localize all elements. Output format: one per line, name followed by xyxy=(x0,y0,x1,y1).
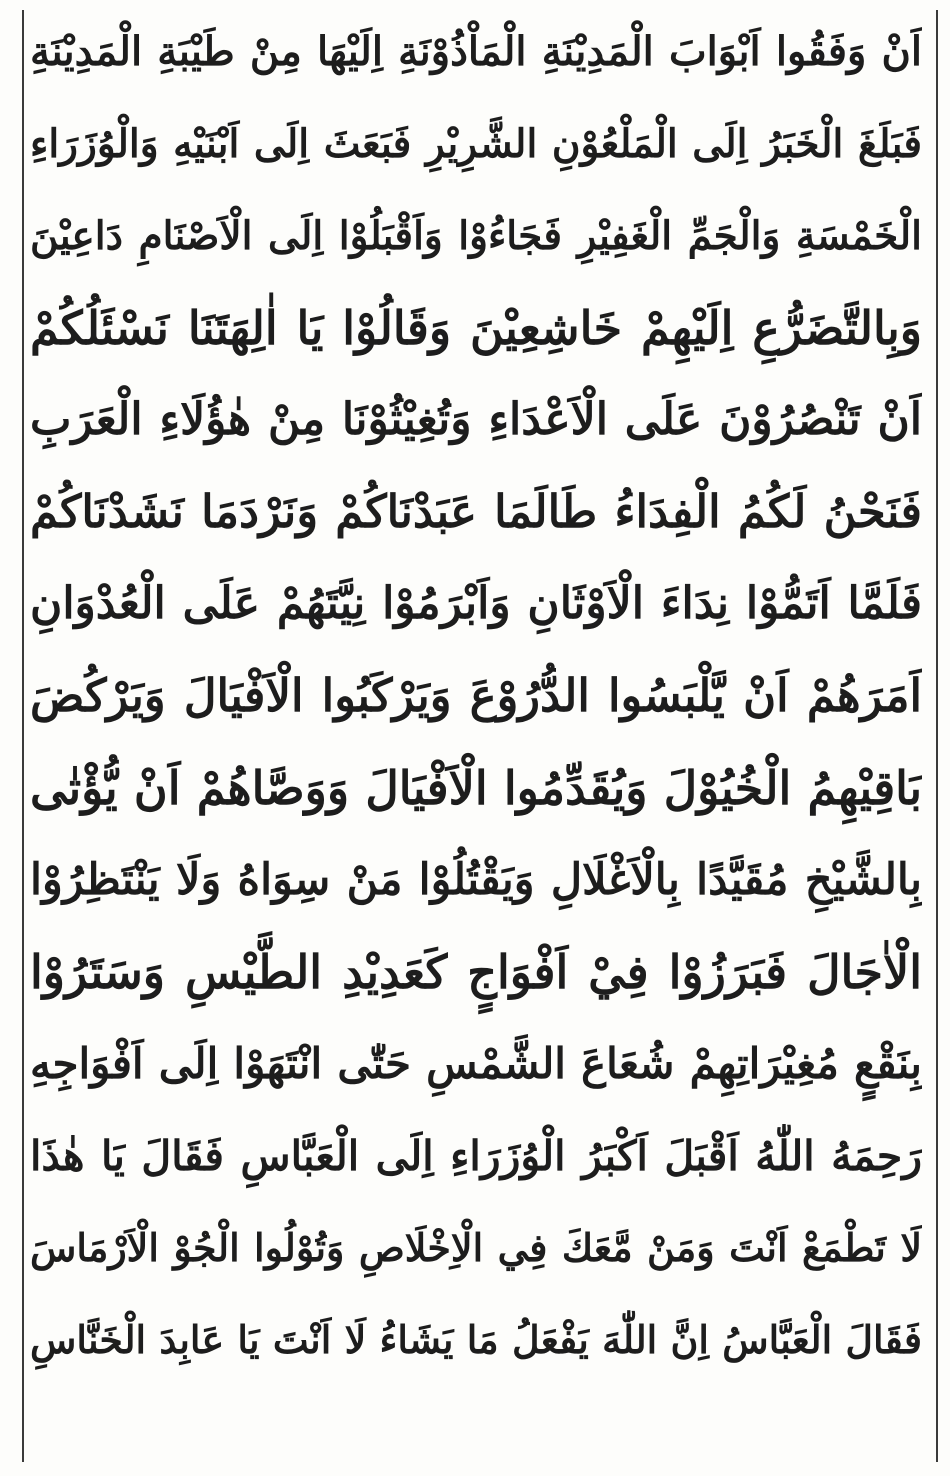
text-line: بِالشَّيْخِ مُقَيَّدًا بِالْاَغْلَالِ وَيَقْتُلُوْا مَنْ سِوَاهُ وَلَا يَنْتَظِرُوْا xyxy=(30,855,922,905)
text-line: فَنَحْنُ لَكُمُ الْفِدَاءُ طَالَمَا عَبَدْنَاكُمْ وَنَرْدَمَا نَشَدْنَاكُمْ xyxy=(30,485,922,538)
text-line: اَنْ وَفَقُوا اَبْوَابَ الْمَدِيْنَةِ الْمَاْذُوْنَةِ اِلَيْهَا مِنْ طَيْبَةِ الْمَدِيْنَةِ xyxy=(30,28,922,75)
text-line: اَمَرَهُمْ اَنْ يَّلْبَسُوا الدُّرُوْعَ وَيَرْكَبُوا الْاَفْيَالَ وَيَرْكُضَ xyxy=(30,669,922,722)
text-line: فَقَالَ الْعَبَّاسُ اِنَّ اللّٰهَ يَفْعَلُ مَا يَشَاءُ لَا اَنْتَ يَا عَابِدَ الْخَنَّاسِ xyxy=(30,1317,922,1362)
text-line: فَبَلَغَ الْخَبَرُ اِلَى الْمَلْعُوْنِ الشَّرِيْرِ فَبَعَثَ اِلَى اَبْنَيْهِ وَالْوُزَرَاءِ xyxy=(30,121,922,167)
text-line: فَلَمَّا اَتَمُّوْا نِدَاءَ الْاَوْثَانِ وَاَبْرَمُوْا نِيَّتَهُمْ عَلَى الْعُدْوَانِ xyxy=(30,578,922,629)
text-line: الْاٰجَالَ فَبَرَزُوْا فِيْ اَفْوَاجٍ كَعَدِيْدِ الطَّيْسِ وَسَتَرُوْا xyxy=(30,945,922,999)
text-line: اَنْ تَنْصُرُوْنَ عَلَى الْاَعْدَاءِ وَتُغِيْثُوْنَا مِنْ هٰؤُلَاءِ الْعَرَبِ xyxy=(30,394,922,445)
arabic-text-block xyxy=(30,0,922,1386)
text-line: الْخَمْسَةِ وَالْجَمِّ الْغَفِيْرِ فَجَاءُوْا وَاَقْبَلُوْا اِلَى الْاَصْنَامِ دَاعِيْنَ xyxy=(30,213,922,259)
text-line: بَاقِيْهِمُ الْخُيُوْلَ وَيُقَدِّمُوا الْاَفْيَالَ وَوَصَّاهُمْ اَنْ يُّؤْتٰى xyxy=(30,761,922,815)
text-line: وَبِالتَّضَرُّعِ اِلَيْهِمْ خَاشِعِيْنَ وَقَالُوْا يَا اٰلِهَتَنَا نَسْئَلُكُمْ xyxy=(30,301,922,355)
text-line: بِنَقْعٍ مُغِيْرَاتِهِمْ شُعَاعَ الشَّمْسِ حَتّٰى انْتَهَوْا اِلَى اَفْوَاجِهِ xyxy=(30,1039,922,1088)
text-line: لَا تَطْمَعْ اَنْتَ وَمَنْ مَّعَكَ فِي الْاِخْلَاصِ وَتُوْلُوا الْجُوْ الْاَرْمَاسَ xyxy=(30,1225,922,1270)
text-line: رَحِمَهُ اللّٰهُ اَقْبَلَ اَكْبَرُ الْوُزَرَاءِ اِلَى الْعَبَّاسِ فَقَالَ يَا هٰذَا xyxy=(30,1132,922,1180)
